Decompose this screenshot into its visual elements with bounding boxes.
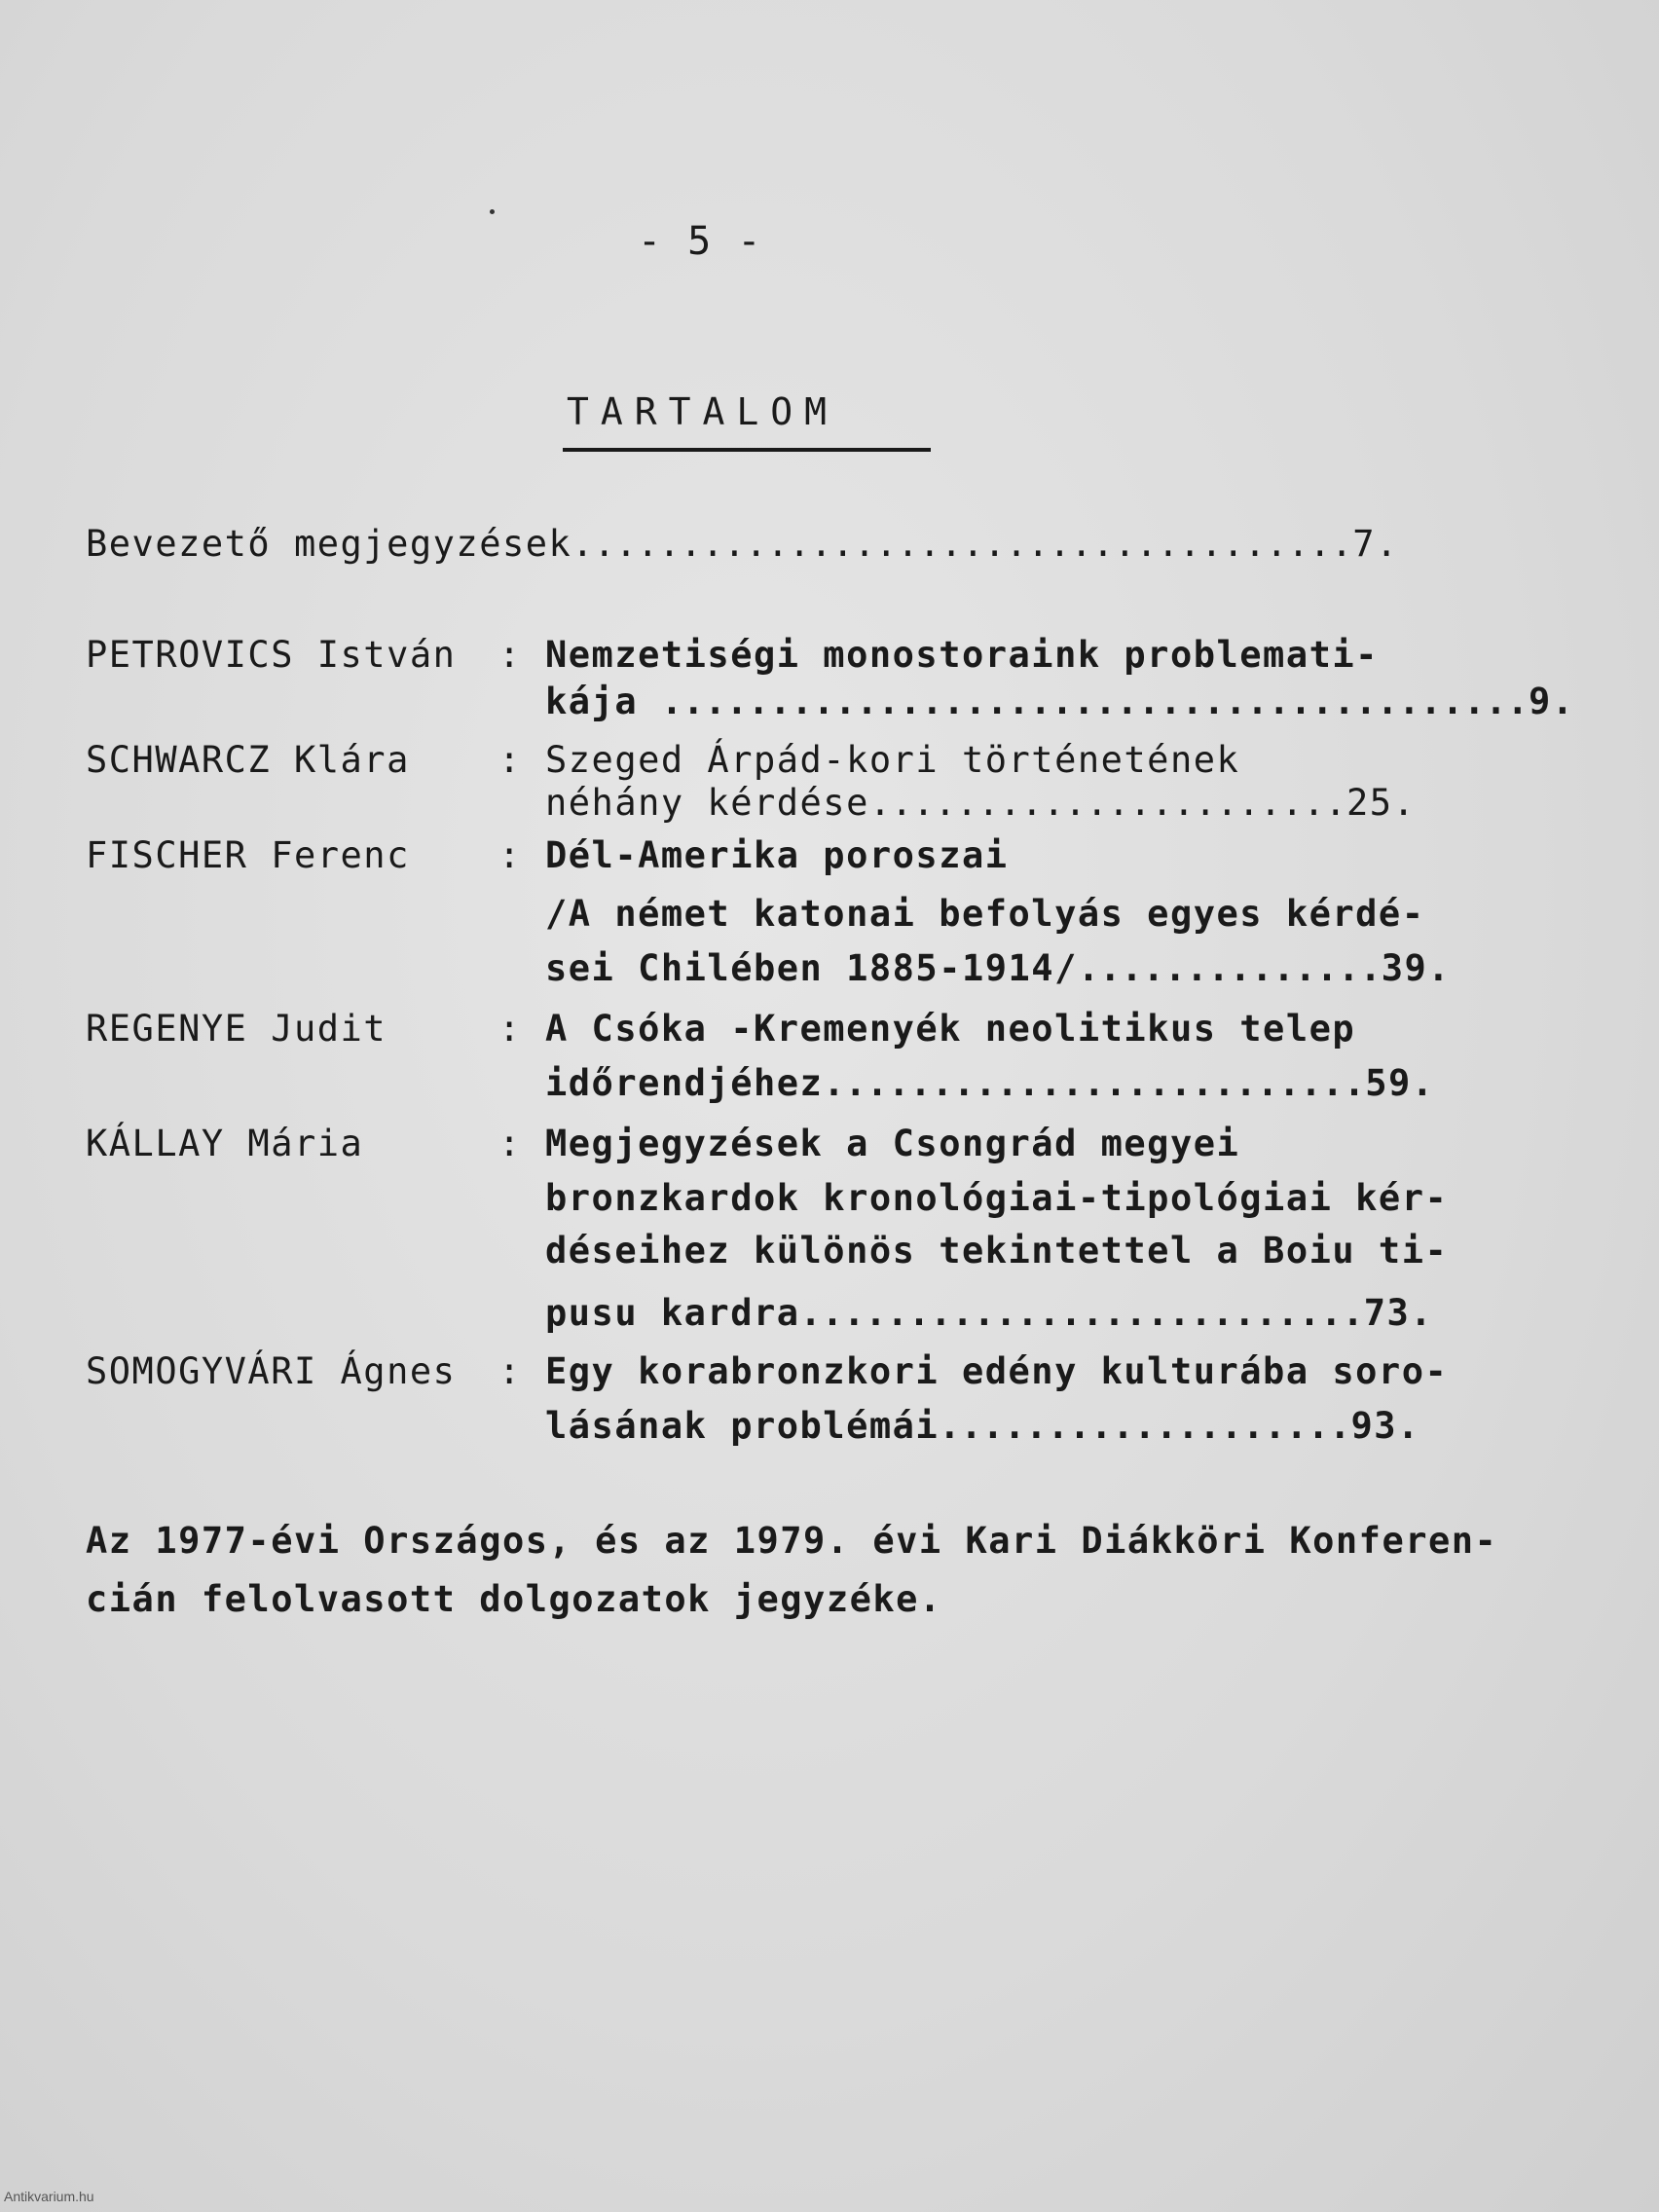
toc-page: 25.: [1346, 782, 1417, 824]
toc-title-line: [545, 1405, 1420, 1447]
toc-intro-page: 7.: [1352, 523, 1399, 565]
toc-title-line: Dél-Amerika poroszai: [545, 834, 1009, 876]
toc-title-line: [545, 681, 1575, 722]
toc-separator: :: [498, 739, 522, 781]
toc-title-line: Egy korabronzkori edény kulturába soro-: [545, 1350, 1449, 1392]
toc-title-line: [545, 947, 1452, 989]
toc-title-line: bronzkardok kronológiai-tipológiai kér-: [545, 1177, 1449, 1219]
toc-leader: ..............: [1077, 947, 1382, 989]
toc-author: PETROVICS István: [86, 634, 457, 676]
toc-title-text: néhány kérdése: [545, 782, 869, 824]
toc-author: REGENYE Judit: [86, 1008, 387, 1050]
toc-author: SOMOGYVÁRI Ágnes: [86, 1350, 457, 1392]
toc-title-line: [545, 1292, 1434, 1334]
footer-line: cián felolvasott dolgozatok jegyzéke.: [86, 1578, 942, 1620]
toc-title-text: lásának problémái: [545, 1405, 940, 1447]
toc-author: SCHWARCZ Klára: [86, 739, 410, 781]
toc-leader: .........................: [823, 1062, 1366, 1104]
footer-line: Az 1977-évi Országos, és az 1979. évi Kari Diákköri Konferen-: [86, 1520, 1498, 1562]
toc-leader: ..........................: [799, 1292, 1364, 1334]
toc-title-line: [545, 782, 1417, 824]
ink-speck: [490, 209, 495, 214]
toc-intro-leader: ....................................: [571, 523, 1353, 565]
toc-title-text: sei Chilében 1885-1914/: [545, 947, 1078, 989]
toc-intro-label: Bevezető megjegyzések: [86, 523, 572, 565]
toc-title-text: kája: [545, 681, 661, 722]
toc-page: 93.: [1350, 1405, 1420, 1447]
toc-title-line: déseihez különös tekintettel a Boiu ti-: [545, 1230, 1449, 1272]
toc-title-line: Nemzetiségi monostoraink problemati-: [545, 634, 1379, 676]
toc-page: 73.: [1363, 1292, 1434, 1334]
toc-separator: :: [498, 834, 522, 876]
page-number: - 5 -: [638, 219, 762, 264]
toc-leader: ...................: [939, 1405, 1351, 1447]
toc-page: 9.: [1528, 681, 1575, 722]
toc-separator: :: [498, 1123, 522, 1164]
toc-title-text: pusu kardra: [545, 1292, 800, 1334]
toc-leader: ........................................: [660, 681, 1529, 722]
toc-author: KÁLLAY Mária: [86, 1123, 364, 1164]
toc-title-line: [545, 1062, 1435, 1104]
toc-title-text: időrendjéhez: [545, 1062, 824, 1104]
page-title: TARTALOM: [567, 390, 839, 433]
toc-intro: [86, 523, 1399, 565]
toc-title-line: A Csóka -Kremenyék neolitikus telep: [545, 1008, 1356, 1050]
watermark: Antikvarium.hu: [4, 2189, 94, 2204]
title-underline: [563, 448, 931, 452]
toc-author: FISCHER Ferenc: [86, 834, 410, 876]
toc-separator: :: [498, 1350, 522, 1392]
toc-leader: ......................: [868, 782, 1346, 824]
toc-page: 59.: [1365, 1062, 1435, 1104]
toc-separator: :: [498, 1008, 522, 1050]
toc-page: 39.: [1381, 947, 1452, 989]
toc-title-line: Szeged Árpád-kori történetének: [545, 739, 1240, 781]
toc-title-line: Megjegyzések a Csongrád megyei: [545, 1123, 1240, 1164]
toc-separator: :: [498, 634, 522, 676]
toc-title-line: /A német katonai befolyás egyes kérdé-: [545, 893, 1425, 935]
